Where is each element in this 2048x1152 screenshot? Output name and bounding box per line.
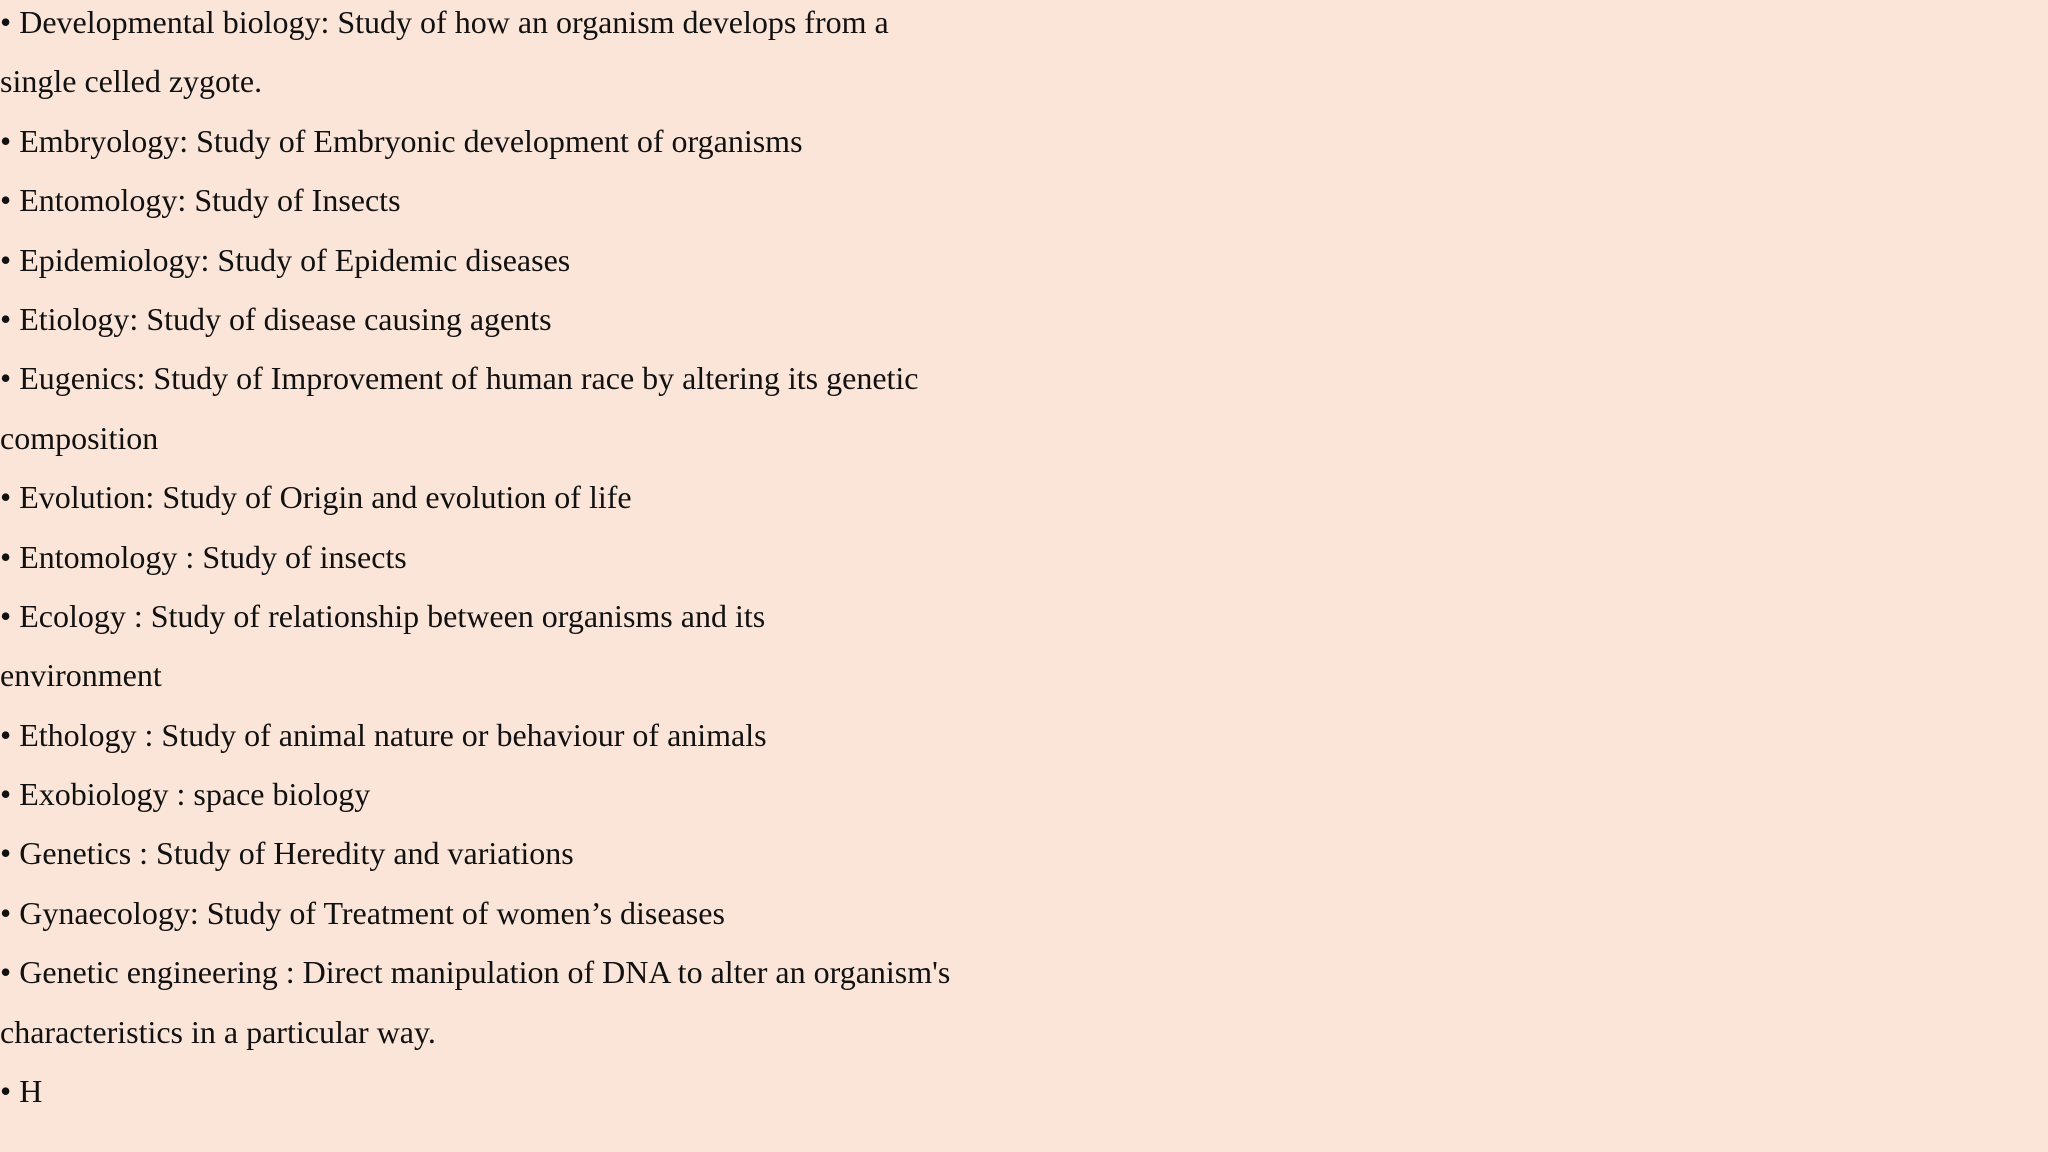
text-line: • H [0,1073,43,1110]
text-line: • Epidemiology: Study of Epidemic diseases [0,241,571,278]
text-line: • Entomology: Study of Insects [0,182,401,219]
text-line: composition [0,419,159,456]
text-line: • Developmental biology: Study of how an organism develops from a [0,4,889,40]
text-line: • Embryology: Study of Embryonic development of organisms [0,122,803,159]
text-line: • Evolution: Study of Origin and evolution of life [0,479,632,516]
text-line: • Genetics : Study of Heredity and variations [0,835,574,872]
text-line: characteristics in a particular way. [0,1013,436,1050]
text-line: • Etiology: Study of disease causing agents [0,300,552,337]
text-line: • Genetic engineering : Direct manipulation of DNA to alter an organism's [0,954,951,991]
text-line: • Ethology : Study of animal nature or behaviour of animals [0,716,767,753]
text-line: • Entomology : Study of insects [0,538,407,575]
text-line: • Gynaecology: Study of Treatment of women’s diseases [0,894,725,931]
text-line: • Ecology : Study of relationship between organisms and its [0,597,766,634]
text-line: environment [0,657,162,694]
text-line: single celled zygote. [0,63,263,100]
text-line: • Exobiology : space biology [0,776,371,813]
text-line: • Eugenics: Study of Improvement of human race by altering its genetic [0,360,919,397]
